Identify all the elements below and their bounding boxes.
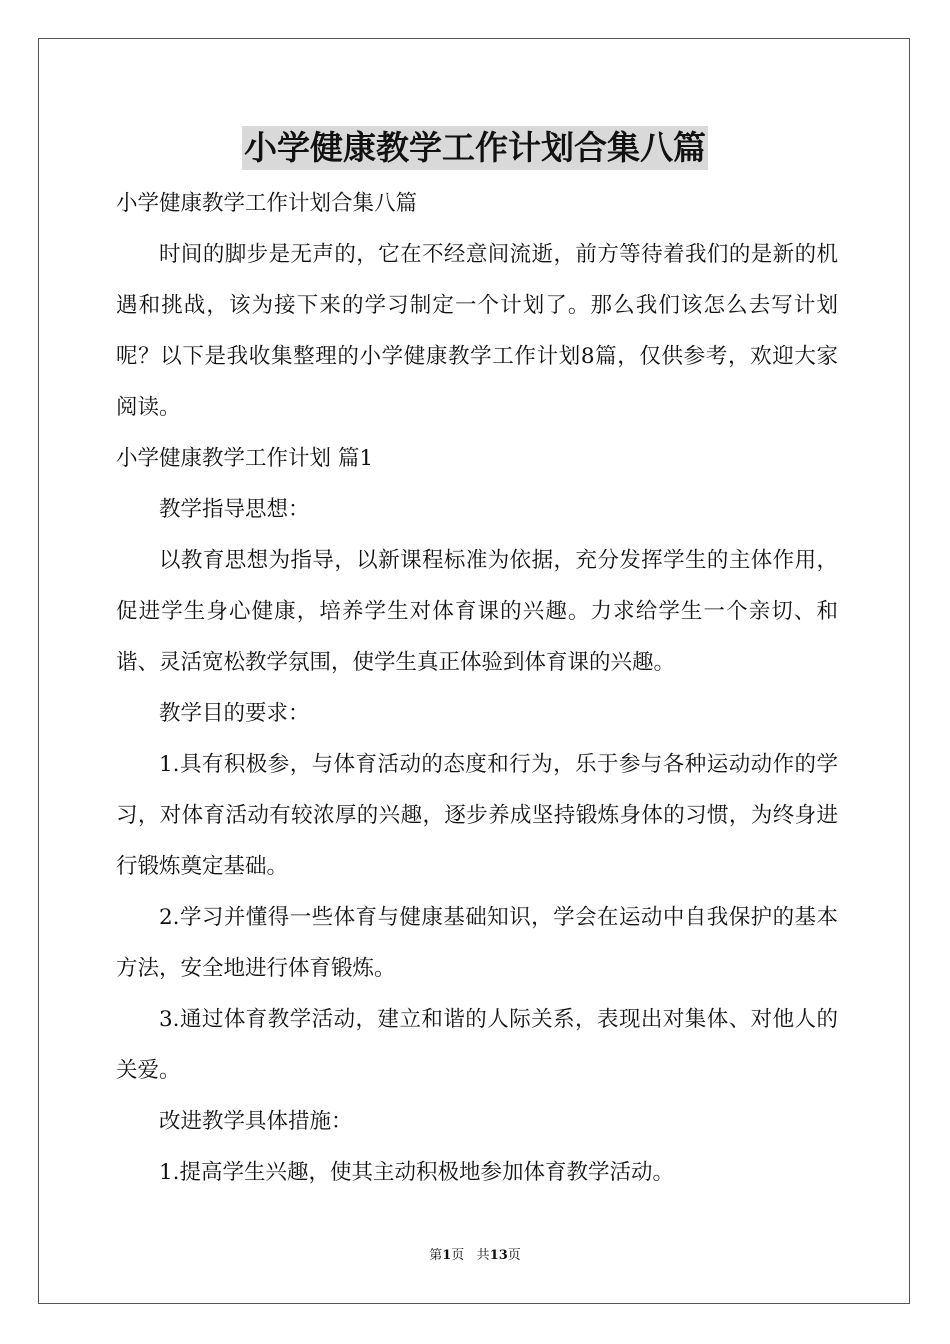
requirement-item-1: 1.具有积极参，与体育活动的态度和行为，乐于参与各种运动动作的学习，对体育活动有较浓厚的兴趣，逐步养成坚持锻炼身体的习惯，为终身进行锻炼奠定基础。 [116, 752, 838, 879]
footer-total-prefix: 共 [476, 1248, 490, 1263]
subheading-guiding-thought: 教学指导思想： [159, 497, 310, 522]
footer-total-suffix: 页 [507, 1248, 521, 1263]
requirement-item-3: 3.通过体育教学活动，建立和谐的人际关系，表现出对集体、对他人的关爱。 [116, 1007, 838, 1083]
page-footer [0, 1247, 950, 1265]
subheading-measures: 改进教学具体措施： [159, 1109, 353, 1134]
measure-item-1: 1.提高学生兴趣，使其主动积极地参加体育教学活动。 [159, 1160, 675, 1185]
document-body [116, 178, 838, 1198]
document-title: 小学健康教学工作计划合集八篇 [242, 126, 708, 170]
footer-page-suffix: 页 [451, 1248, 465, 1263]
guiding-thought-paragraph: 以教育思想为指导，以新课程标准为依据，充分发挥学生的主体作用，促进学生身心健康，培养学生对体育课的兴趣。力求给学生一个亲切、和谐、灵活宽松教学氛围，使学生真正体验到体育课的兴趣。 [116, 548, 838, 675]
title-container [0, 126, 950, 170]
intro-paragraph: 时间的脚步是无声的，它在不经意间流逝，前方等待着我们的是新的机遇和挑战，该为接下来的学习制定一个计划了。那么我们该怎么去写计划呢？以下是我收集整理的小学健康教学工作计划8篇，仅供参考，欢迎大家阅读。 [116, 242, 838, 420]
requirement-item-2: 2.学习并懂得一些体育与健康基础知识，学会在运动中自我保护的基本方法，安全地进行体育锻炼。 [116, 905, 838, 981]
footer-prefix: 第 [429, 1248, 443, 1263]
section-heading: 小学健康教学工作计划 篇1 [116, 446, 374, 471]
footer-total-pages: 13 [489, 1248, 508, 1263]
subheading-requirements: 教学目的要求： [159, 701, 310, 726]
subtitle-paragraph: 小学健康教学工作计划合集八篇 [116, 191, 418, 216]
footer-page-number: 1 [442, 1248, 452, 1263]
